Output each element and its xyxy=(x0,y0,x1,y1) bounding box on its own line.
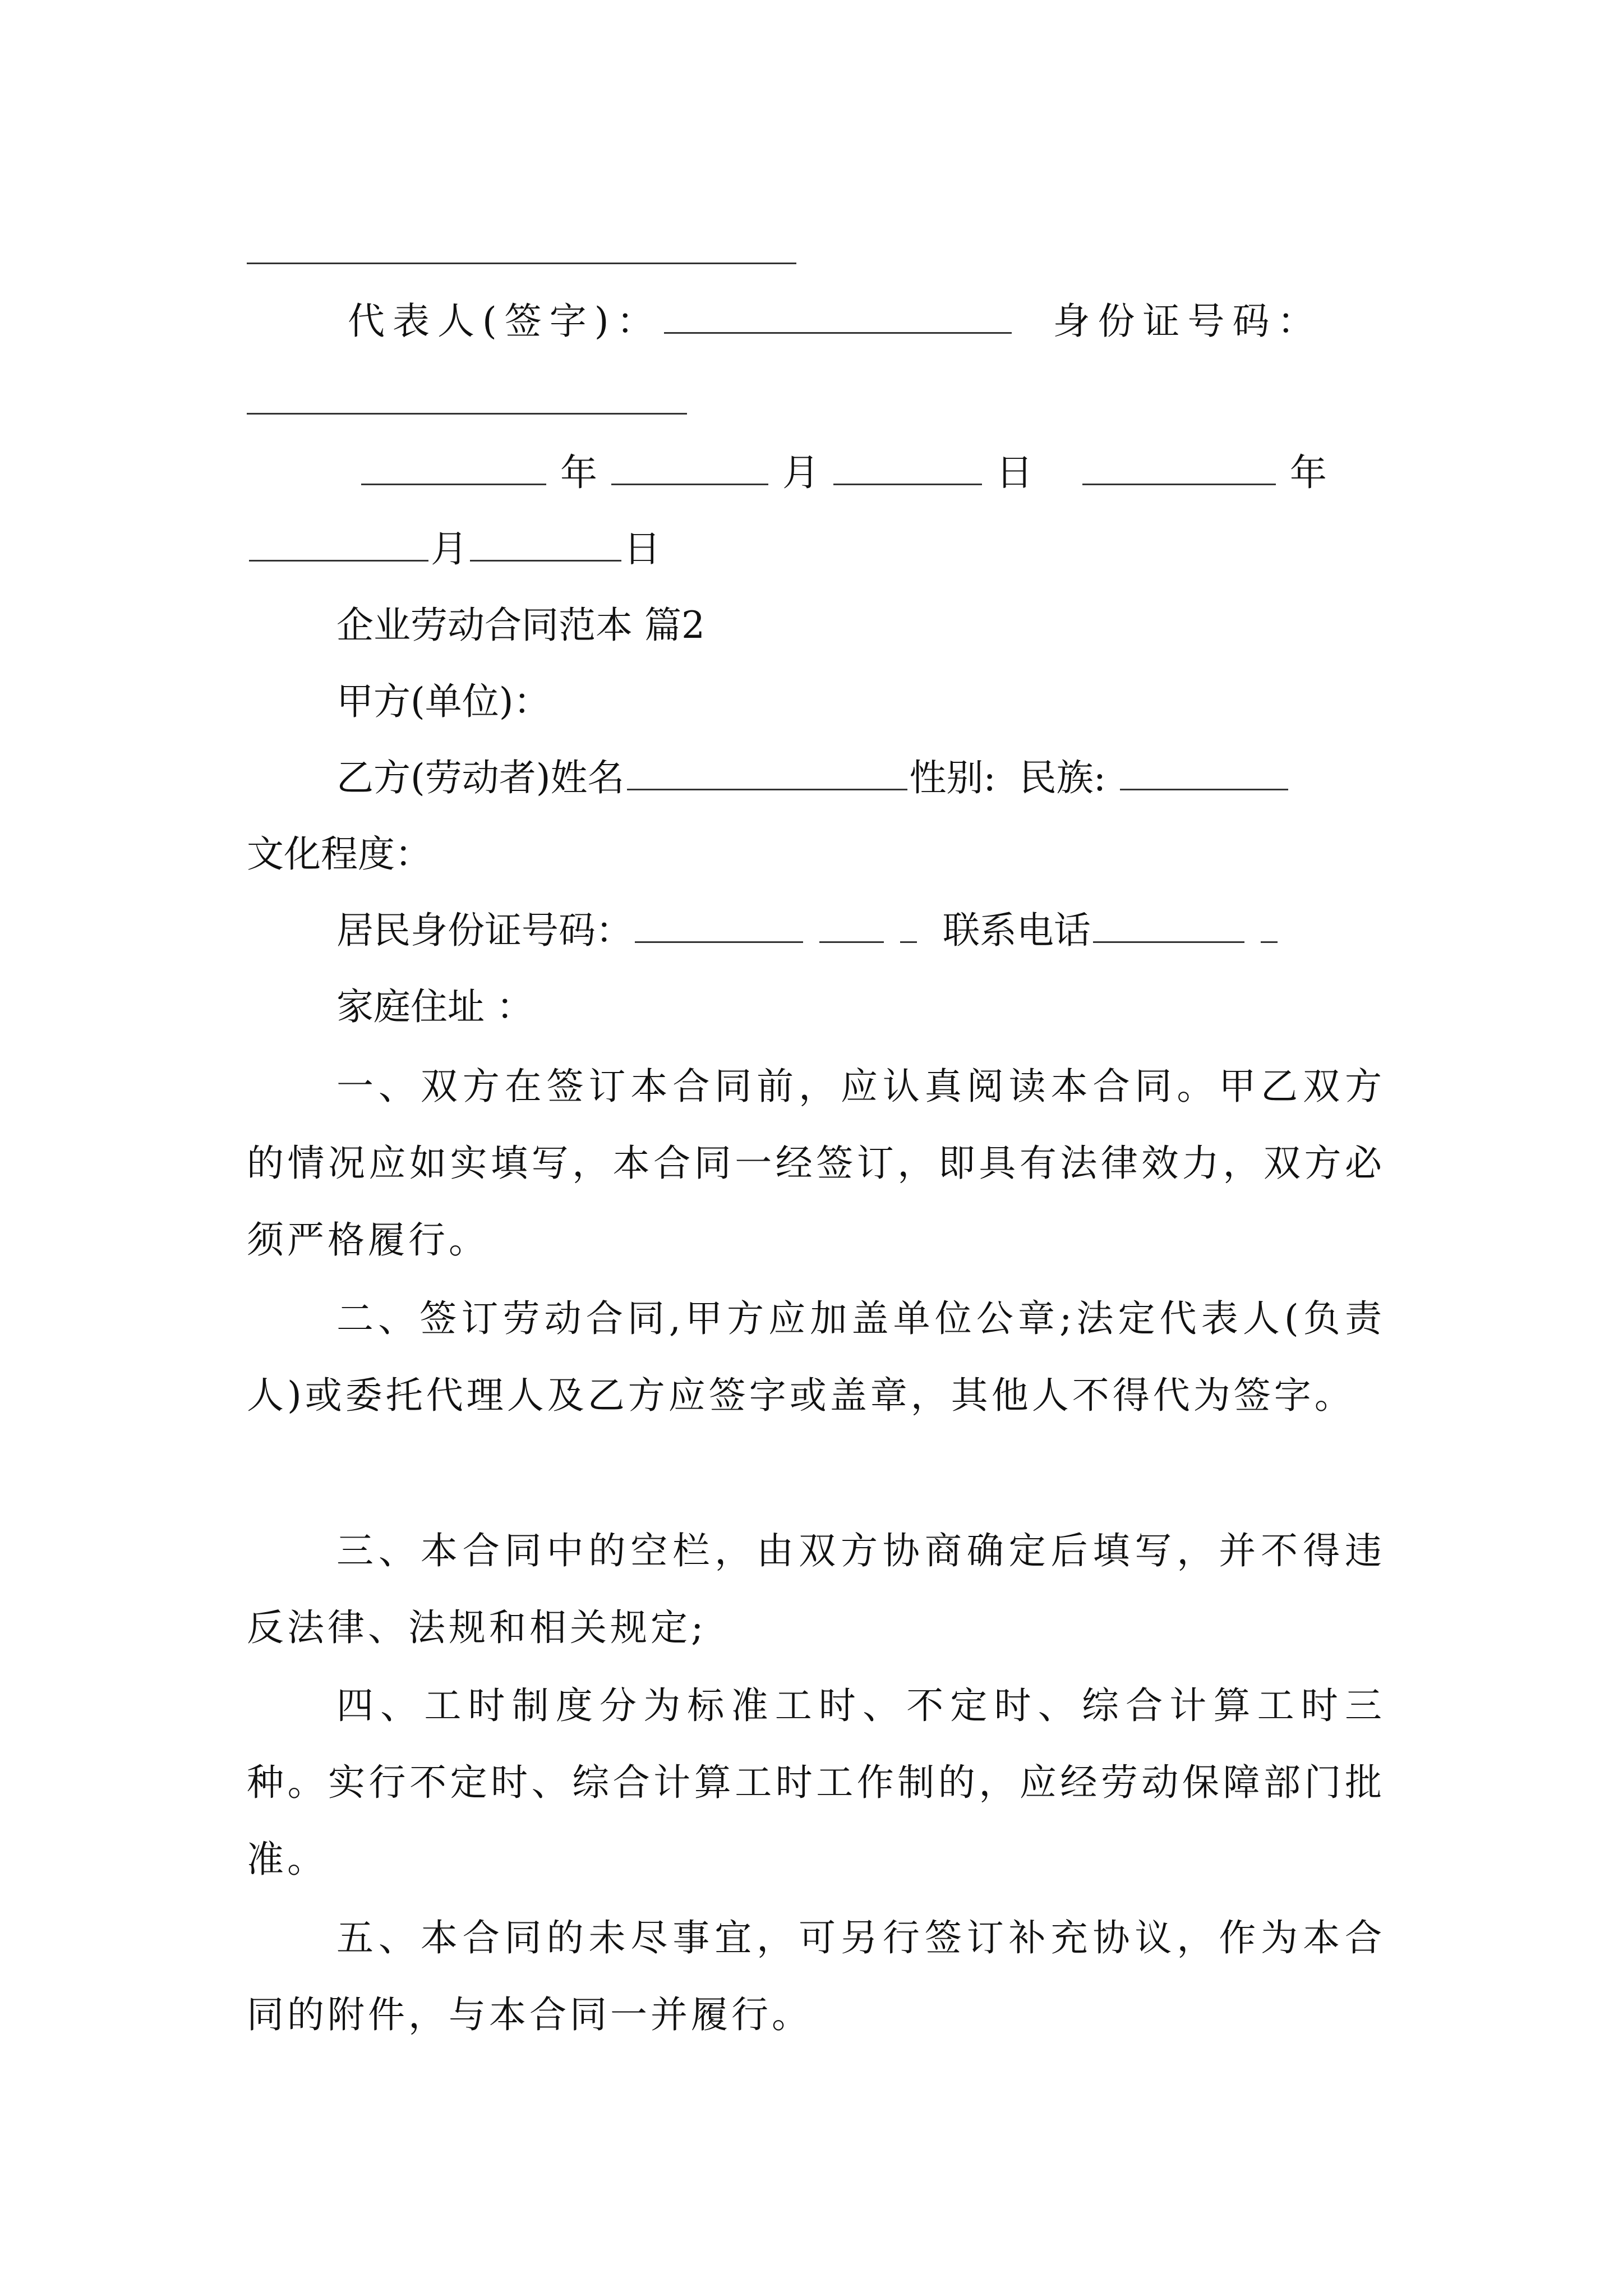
id-number-label: 身份证号码： xyxy=(1053,300,1322,343)
month-blank xyxy=(611,484,768,485)
resident-id-blank-2 xyxy=(819,941,884,943)
month-label-2: 月 xyxy=(431,527,468,570)
signature-blank-line xyxy=(247,263,796,264)
resident-id-blank-3 xyxy=(900,941,917,943)
ethnicity-label: 民族: xyxy=(1019,756,1106,799)
representative-blank xyxy=(664,332,1012,334)
ethnicity-blank xyxy=(1120,789,1288,790)
party-b-row xyxy=(247,753,1382,803)
representative-label: 代表人(签字)： xyxy=(348,300,662,343)
resident-id-label: 居民身份证号码： xyxy=(336,909,633,952)
resident-id-row xyxy=(247,905,1382,956)
gender-label: 性别: xyxy=(909,756,996,799)
year-blank xyxy=(361,484,546,485)
phone-blank-2 xyxy=(1261,941,1278,943)
day-blank-2 xyxy=(470,560,621,562)
phone-blank-1 xyxy=(1093,941,1244,943)
resident-id-blank-1 xyxy=(635,941,803,943)
year-blank-2 xyxy=(1082,484,1276,485)
education-label: 文化程度： xyxy=(247,832,432,876)
name-blank xyxy=(627,789,907,790)
clause-3: 三、本合同中的空栏，由双方协商确定后填写，并不得违反法律、法规和相关规定; xyxy=(247,1529,1385,1649)
clause-4: 四、工时制度分为标准工时、不定时、综合计算工时三种。实行不定时、综合计算工时工作制的，应经劳动保障部门批准。 xyxy=(247,1684,1385,1881)
clause-5: 五、本合同的未尽事宜，可另行签订补充协议，作为本合同的附件，与本合同一并履行。 xyxy=(247,1916,1385,2036)
date-row-1 xyxy=(359,448,1382,498)
day-label: 日 xyxy=(995,451,1033,494)
party-b-name-label: 乙方(劳动者)姓名 xyxy=(336,756,625,799)
day-label-2: 日 xyxy=(624,527,661,570)
section-title: 企业劳动合同范本 篇2 xyxy=(336,604,705,647)
party-a-label: 甲方(单位)： xyxy=(336,680,551,723)
representative-row xyxy=(348,296,1382,347)
day-blank xyxy=(833,484,982,485)
year-label-2: 年 xyxy=(1289,451,1327,494)
phone-label: 联系电话 xyxy=(942,909,1091,952)
clause-1: 一、双方在签订本合同前，应认真阅读本合同。甲乙双方的情况应如实填写，本合同一经签订，即具有法律效力，双方必须严格履行。 xyxy=(247,1065,1385,1262)
year-label: 年 xyxy=(560,451,597,494)
date-row-2 xyxy=(247,524,1382,574)
address-label: 家庭住址 ： xyxy=(336,985,533,1028)
month-label: 月 xyxy=(782,451,819,494)
month-blank-2 xyxy=(249,560,428,562)
id-number-blank-line xyxy=(247,413,687,415)
clause-2: 二、签订劳动合同,甲方应加盖单位公章;法定代表人(负责人)或委托代理人及乙方应签字或盖章，其他人不得代为签字。 xyxy=(247,1297,1385,1417)
